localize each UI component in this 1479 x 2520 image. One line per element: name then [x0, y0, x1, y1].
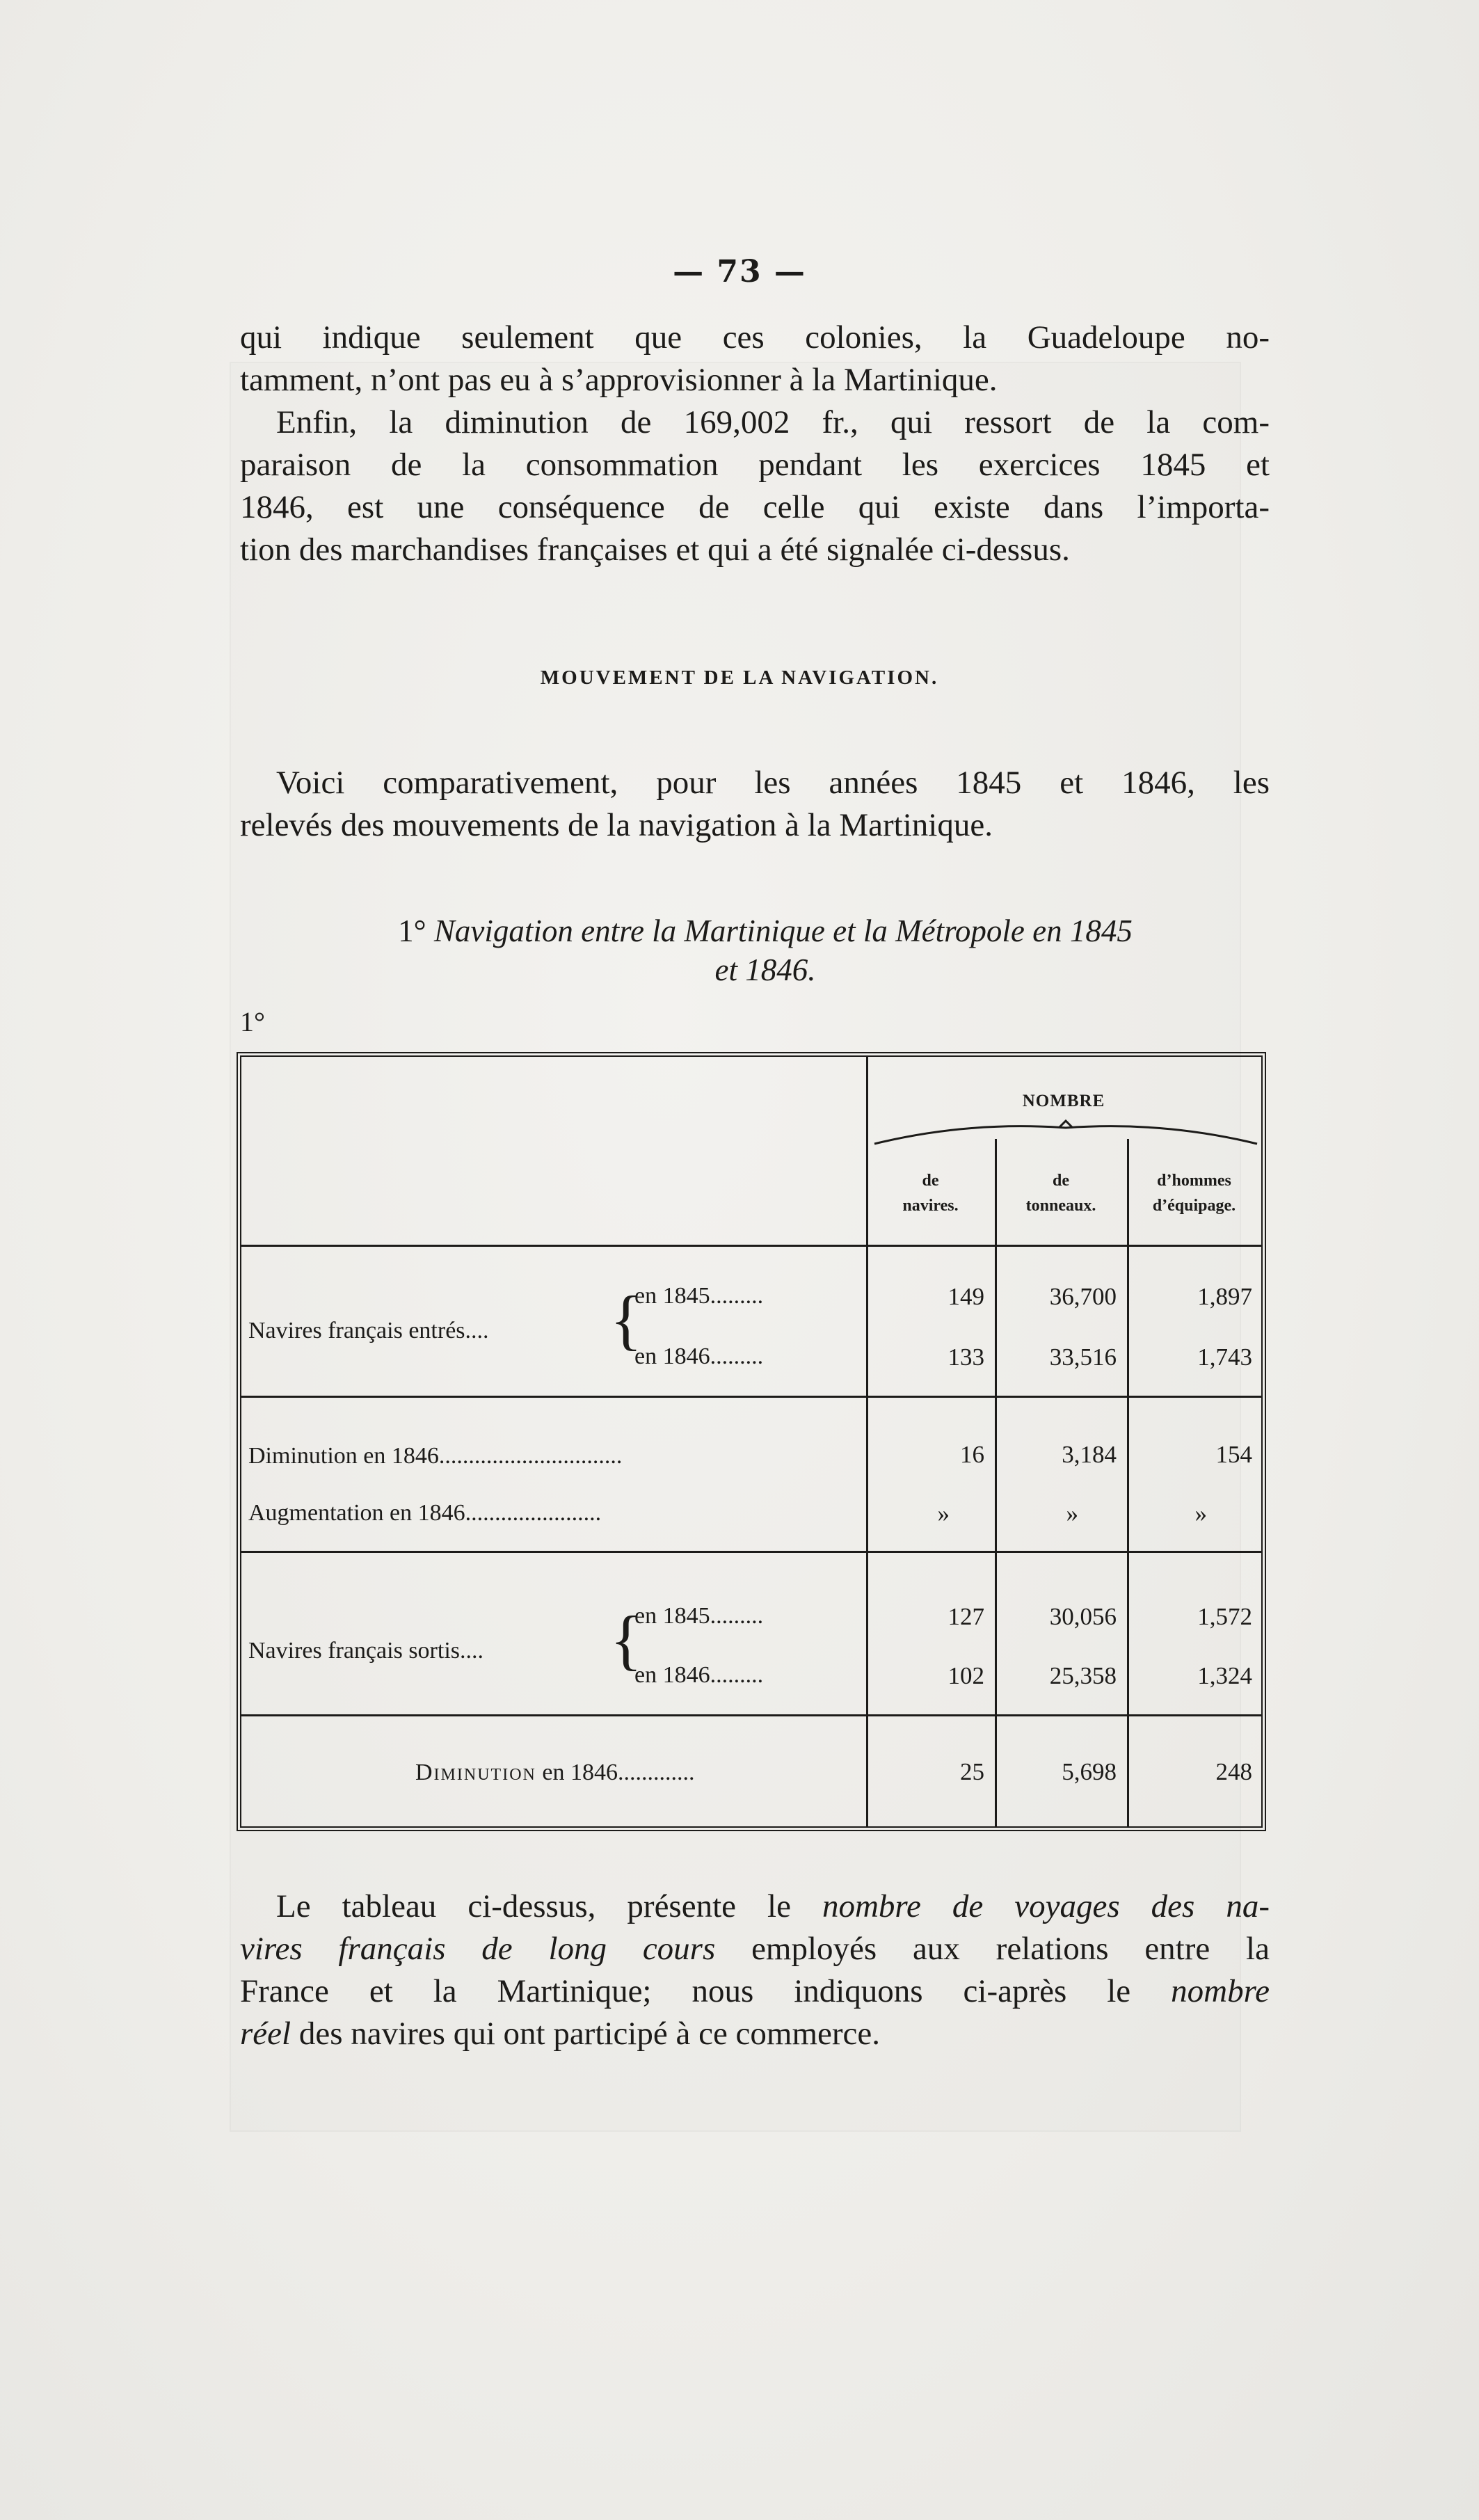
- cell-augmentation-tonneaux: »: [1066, 1500, 1078, 1527]
- paragraph-2-line-4: tion des marchandises françaises et qui a été signalée ci-dessus.: [240, 532, 1070, 568]
- paragraph-2-line-2: paraison de la consommation pendant les exercices 1845 et: [240, 447, 1270, 483]
- row-sortis-1846-label: en 1846.........: [634, 1662, 764, 1688]
- p4-l4-a: réel: [240, 2016, 291, 2052]
- brace-sortis: {: [610, 1602, 643, 1677]
- cell-sortis-1845-tonneaux: 30,056: [1049, 1603, 1117, 1630]
- diminution-total-word: Diminution: [415, 1760, 536, 1785]
- row-sortis-1845-label: en 1845.........: [634, 1603, 764, 1629]
- paragraph-4-line-4: [240, 2013, 1270, 2055]
- paragraph-4: [240, 1885, 1270, 2055]
- rule-sortis: [241, 1714, 1261, 1716]
- cell-entres-1845-equipage: 1,897: [1197, 1283, 1252, 1310]
- section-title: MOUVEMENT DE LA NAVIGATION.: [540, 667, 939, 689]
- header-brace: [871, 1119, 1261, 1147]
- header-tonneaux: de tonneaux.: [1025, 1172, 1096, 1215]
- header-navires: de navires.: [902, 1172, 959, 1215]
- p4-l1-b: nombre de voyages des na-: [822, 1888, 1270, 1924]
- cell-diminution-total-equipage: 248: [1215, 1758, 1252, 1785]
- paragraph-4-line-1: [240, 1885, 1270, 1928]
- cell-sortis-1845-equipage: 1,572: [1197, 1603, 1252, 1630]
- cell-diminution-total-tonneaux: 5,698: [1062, 1758, 1117, 1785]
- page-number: — 73 —: [673, 254, 806, 289]
- cell-diminution-equipage: 154: [1215, 1441, 1252, 1468]
- row-label-diminution-total: [415, 1760, 694, 1786]
- paragraph-1: [240, 317, 1270, 401]
- brace-entres: {: [610, 1282, 643, 1357]
- p4-l2-a: vires français de long cours: [240, 1931, 716, 1967]
- cell-entres-1846-equipage: 1,743: [1197, 1343, 1252, 1371]
- diminution-total-rest: en 1846.............: [542, 1760, 695, 1785]
- paragraph-4-line-3: [240, 1970, 1270, 2013]
- paragraph-2: [240, 401, 1270, 571]
- stray-mark: 1°: [240, 1006, 265, 1037]
- row-entres-1845-label: en 1845.........: [634, 1283, 764, 1309]
- row-entres-1846-label: en 1846.........: [634, 1343, 764, 1369]
- paragraph-2-line-1: Enfin, la diminution de 169,002 fr., qui ressort de la com-: [276, 404, 1270, 440]
- column-divider-3: [1127, 1139, 1129, 1826]
- row-label-sortis: Navires français sortis....: [248, 1638, 484, 1664]
- p4-l2-b: employés aux relations entre la: [715, 1931, 1270, 1967]
- subtitle-number: 1°: [398, 914, 426, 948]
- row-label-diminution: Diminution en 1846...............................: [248, 1443, 623, 1469]
- table-subtitle: [250, 911, 1280, 989]
- cell-sortis-1846-navires: 102: [948, 1662, 984, 1689]
- cell-sortis-1846-tonneaux: 25,358: [1049, 1662, 1117, 1689]
- row-label-augmentation: Augmentation en 1846.......................: [248, 1500, 602, 1526]
- row-label-entres: Navires français entrés....: [248, 1318, 489, 1343]
- cell-diminution-navires: 16: [960, 1441, 984, 1468]
- p4-l1-a: Le tableau ci-dessus, présente le: [276, 1888, 822, 1924]
- cell-entres-1845-tonneaux: 36,700: [1049, 1283, 1117, 1310]
- rule-entres: [241, 1396, 1261, 1398]
- paragraph-4-line-2: [240, 1928, 1270, 1970]
- header-rule: [241, 1245, 1261, 1247]
- subtitle-line-2: et 1846.: [714, 952, 816, 987]
- p4-l3-b: nombre: [1171, 1973, 1270, 2009]
- cell-augmentation-equipage: »: [1194, 1500, 1207, 1527]
- cell-sortis-1846-equipage: 1,324: [1197, 1662, 1252, 1689]
- cell-sortis-1845-navires: 127: [948, 1603, 984, 1630]
- header-nombre: NOMBRE: [1022, 1092, 1105, 1110]
- cell-diminution-tonneaux: 3,184: [1062, 1441, 1117, 1468]
- column-divider-2: [995, 1139, 997, 1826]
- cell-entres-1845-navires: 149: [948, 1283, 984, 1310]
- p4-l3-a: France et la Martinique; nous indiquons ci-après le: [240, 1973, 1172, 2009]
- paragraph-1-line-2: tamment, n’ont pas eu à s’approvisionner à la Martinique.: [240, 362, 998, 398]
- paragraph-3-line-1: Voici comparativement, pour les années 1845 et 1846, les: [276, 765, 1270, 801]
- paragraph-2-line-3: 1846, est une conséquence de celle qui existe dans l’importa-: [240, 489, 1270, 525]
- header-equipage: d’hommes d’équipage.: [1152, 1172, 1236, 1215]
- cell-entres-1846-tonneaux: 33,516: [1049, 1343, 1117, 1371]
- p4-l4-b: des navires qui ont participé à ce commerce.: [291, 2016, 881, 2052]
- paragraph-1-line-1: qui indique seulement que ces colonies, la Guadeloupe no-: [240, 319, 1270, 356]
- cell-diminution-total-navires: 25: [960, 1758, 984, 1785]
- rule-augmentation: [241, 1551, 1261, 1553]
- paragraph-3-line-2: relevés des mouvements de la navigation à la Martinique.: [240, 807, 993, 843]
- navigation-table: [237, 1052, 1266, 1831]
- paragraph-3: [240, 762, 1270, 847]
- subtitle-line-1: Navigation entre la Martinique et la Métropole en 1845: [433, 914, 1133, 948]
- cell-augmentation-navires: »: [937, 1500, 950, 1527]
- cell-entres-1846-navires: 133: [948, 1343, 984, 1371]
